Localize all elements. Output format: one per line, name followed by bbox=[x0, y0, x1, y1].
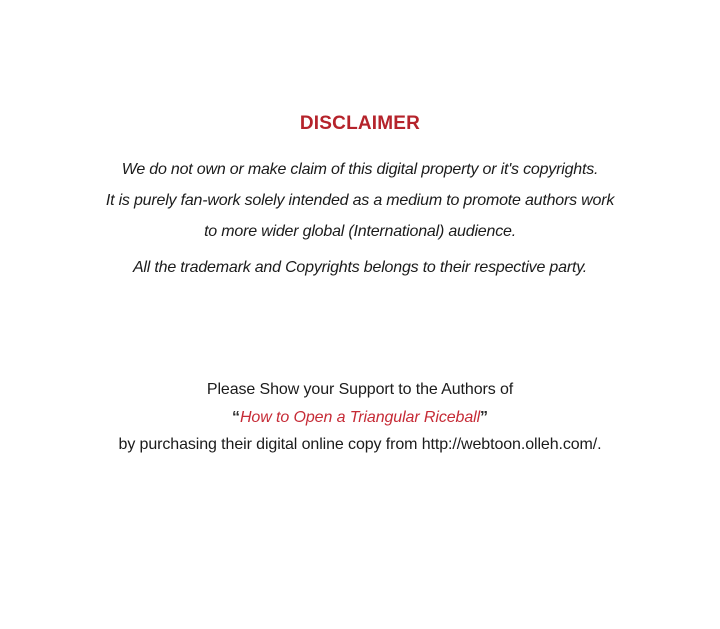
disclaimer-title: DISCLAIMER bbox=[299, 113, 421, 134]
disclaimer-line-2: It is purely fan-work solely intended as a medium to promote authors work bbox=[105, 192, 615, 209]
purchase-line: by purchasing their digital online copy from http://webtoon.olleh.com/. bbox=[118, 436, 602, 453]
close-quote: ” bbox=[480, 408, 488, 426]
support-block bbox=[0, 376, 720, 459]
series-title-line bbox=[0, 404, 720, 432]
disclaimer-line-1: We do not own or make claim of this digital property or it's copyrights. bbox=[121, 161, 599, 178]
trademark-block bbox=[0, 252, 720, 283]
disclaimer-line-3: to more wider global (International) audience. bbox=[204, 223, 516, 240]
disclaimer-paragraph bbox=[0, 154, 720, 247]
trademark-line: All the trademark and Copyrights belongs to their respective party. bbox=[132, 259, 588, 276]
open-quote: “ bbox=[232, 408, 240, 426]
series-title: How to Open a Triangular Riceball bbox=[239, 408, 481, 426]
support-intro-line: Please Show your Support to the Authors of bbox=[206, 381, 514, 398]
